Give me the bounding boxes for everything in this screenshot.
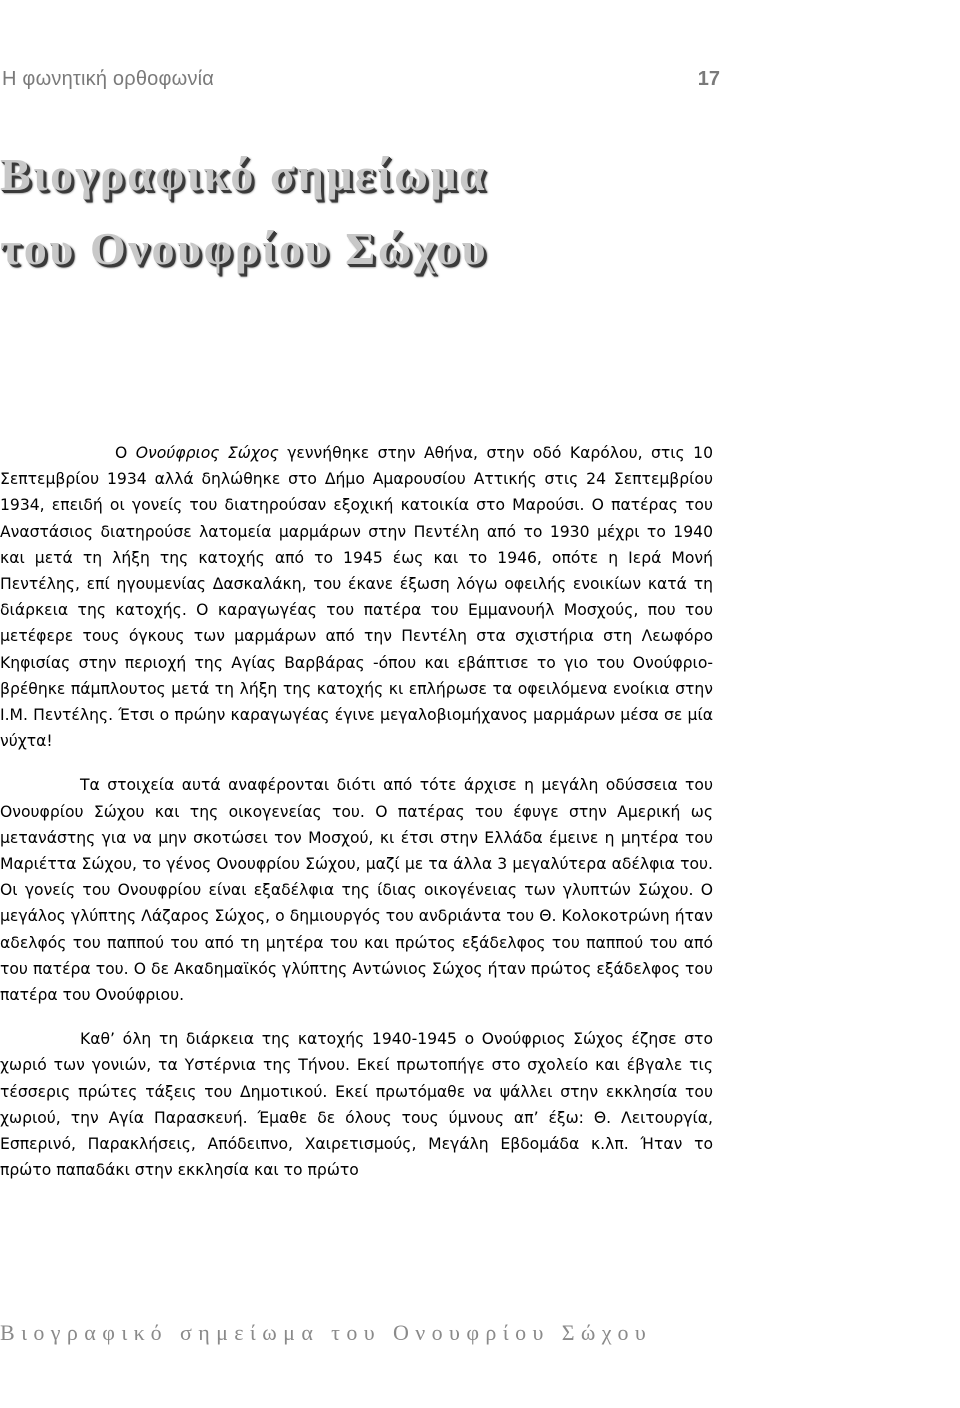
page-title-line-2: του Ονουφρίου Σώχου: [0, 223, 489, 274]
header-title: Η φωνητική ορθοφωνία: [2, 68, 215, 90]
paragraph-3: Καθ’ όλη τη διάρκεια της κατοχής 1940-1945 ο Ονούφριος Σώχος έζησε στο χωριό των γονιών, τα Υστέρνια της Τήνου. Εκεί πρωτοπήγε στο σχολείο και έβγαλε τις τέσσερις πρώτες τάξεις του Δημοτικού. Εκεί πρωτόμαθε να ψάλλει στην εκκλησία του χωριού, την Αγία Παρασκευή. Έμαθε δε όλους τους ύμνους απ’ έξω: Θ. Λειτουργία, Εσπερινό, Παρακλήσεις, Απόδειπνο, Χαιρετισμούς, Μεγάλη Εβδομάδα κ.λπ. Ήταν το πρώτο παπαδάκι στην εκκλησία και το πρώτο: [0, 1030, 713, 1180]
subject-name: Ονούφριος Σώχος: [135, 444, 279, 462]
running-header: [0, 68, 960, 98]
page-number: 17: [697, 68, 720, 90]
paragraph-1: [0, 440, 713, 754]
biography-body: [0, 440, 713, 1201]
page-title-line-1: Βιογραφικό σημείωμα: [0, 149, 488, 200]
paragraph-2: Τα στοιχεία αυτά αναφέρονται διότι από τότε άρχισε η μεγάλη οδύσσεια του Ονουφρίου Σώχου και της οικογενείας του. Ο πατέρας του έφυγε στην Αμερική ως μετανάστης για να μην σκοτώσει τον Μοσχού, κι έτσι στην Ελλάδα έμεινε η μητέρα του Μαριέττα Σώχου, το γένος Ονουφρίου Σώχου, μαζί με τα άλλα 3 μεγαλύτερα αδέλφια του. Οι γονείς του Ονουφρίου είναι εξαδέλφια της ίδιας οικογένειας των γλυπτών Σώχου. Ο μεγάλος γλύπτης Λάζαρος Σώχος, ο δημιουργός του ανδριάντα του Θ. Κολοκοτρώνη ήταν αδελφός του παππού του από τη μητέρα του και πρώτος εξάδελφος του παππού του από του πατέρα του. Ο δε Ακαδημαϊκός γλύπτης Αντώνιος Σώχος ήταν πρώτος εξάδελφος του πατέρα του Ονούφριου.: [0, 776, 713, 1005]
paragraph-1-lead: Ο: [115, 444, 136, 462]
paragraph-1-text: γεννήθηκε στην Αθήνα, στην οδό Καρόλου, στις 10 Σεπτεμβρίου 1934 αλλά δηλώθηκε στο Δήμο Αμαρουσίου Αττικής στις 24 Σεπτεμβρίου 1934, επειδή οι γονείς του διατηρούσαν εξοχική κατοικία στο Μαρούσι. Ο πατέρας του Αναστάσιος διατηρούσε λατομεία μαρμάρων στην Πεντέλη από το 1930 μέχρι το 1940 και μετά τη λήξη της κατοχής από το 1945 έως και το 1946, οπότε η Ιερά Μονή Πεντέλης, επί ηγουμενίας Δασκαλάκη, του έκανε έξωση λόγω οφειλής ενοικίων κατά τη διάρκεια της κατοχής. Ο καραγωγέας του πατέρα του Εμμανουήλ Μοσχούς, που του μετέφερε τους όγκους των μαρμάρων από την Πεντέλη στα σχιστήρια στη Λεωφόρο Κηφισίας στην περιοχή της Αγίας Βαρβάρας -όπου και εβάπτισε το γιο του Ονούφριο- βρέθηκε πάμπλουτος μετά τη λήξη της κατοχής κι επλήρωσε τα οφειλόμενα ενοίκια στην Ι.Μ. Πεντέλης. Έτσι ο πρώην καραγωγέας έγινε μεγαλοβιομήχανος μαρμάρων μέσα σε μία νύχτα!: [0, 444, 713, 751]
page-title: [0, 138, 488, 286]
running-footer: Βιογραφικό σημείωμα του Ονουφρίου Σώχου: [0, 1320, 653, 1345]
